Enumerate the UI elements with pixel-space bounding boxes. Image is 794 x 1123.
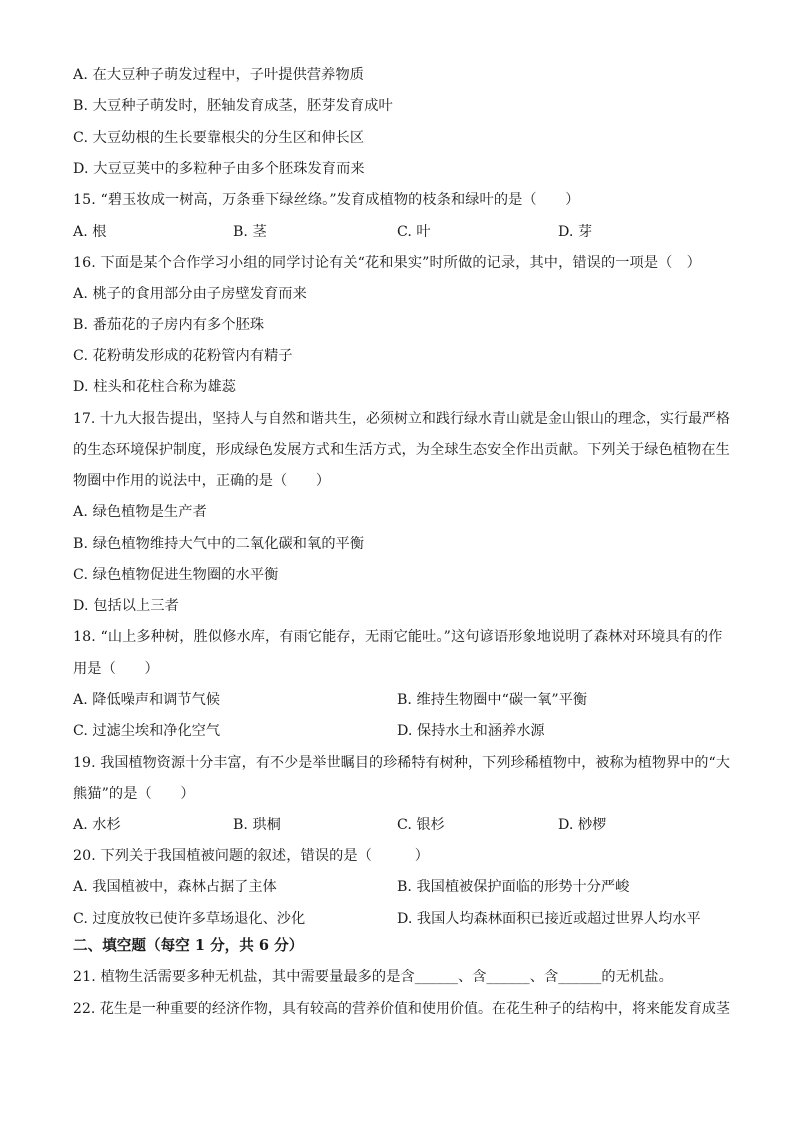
q19-option-c: C. 银杉 <box>397 817 445 833</box>
q19-option-b: B. 珙桐 <box>233 817 281 833</box>
q18-option-a: A. 降低噪声和调节气候 <box>73 692 220 708</box>
q16-stem: 16. 下面是某个合作学习小组的同学讨论有关“花和果实”时所做的记录，其中，错误的一项是（ ） <box>73 255 701 271</box>
q14-option-c: C. 大豆幼根的生长要靠根尖的分生区和伸长区 <box>73 130 365 146</box>
q20-option-b: B. 我国植被保护面临的形势十分严峻 <box>397 879 630 895</box>
q16-option-d: D. 柱头和花柱合称为雄蕊 <box>73 379 237 395</box>
section-heading-fill-in: 二、填空题（每空 1 分，共 6 分） <box>73 937 304 954</box>
q15-option-c: C. 叶 <box>397 224 431 240</box>
q16-option-c: C. 花粉萌发形成的花粉管内有精子 <box>73 348 293 364</box>
q19-option-d: D. 桫椤 <box>558 817 607 833</box>
q20-option-d: D. 我国人均森林面积已接近或超过世界人均水平 <box>397 911 701 927</box>
q20-stem: 20. 下列关于我国植被问题的叙述，错误的是（ ） <box>73 848 430 864</box>
q14-option-d: D. 大豆豆荚中的多粒种子由多个胚珠发育而来 <box>73 161 365 177</box>
q17-stem-line3: 物圈中作用的说法中，正确的是（ ） <box>73 473 331 489</box>
q17-option-b: B. 绿色植物维持大气中的二氧化碳和氧的平衡 <box>73 536 365 552</box>
q21-stem: 21. 植物生活需要多种无机盐，其中需要量最多的是含______、含______、含______的无机盐。 <box>73 969 673 985</box>
q18-stem-line2: 用是（ ） <box>73 661 159 677</box>
q15-option-b: B. 茎 <box>233 224 267 240</box>
q16-option-a: A. 桃子的食用部分由子房壁发育而来 <box>73 286 307 302</box>
q17-option-a: A. 绿色植物是生产者 <box>73 504 207 520</box>
q18-stem-line1: 18. “山上多种树，胜似修水库，有雨它能存，无雨它能吐。”这句谚语形象地说明了森林对环境具有的作 <box>73 629 723 645</box>
q17-stem-line1: 17. 十九大报告提出，坚持人与自然和谐共生，必须树立和践行绿水青山就是金山银山的理念，实行最严格 <box>73 411 731 427</box>
q18-option-b: B. 维持生物圈中“碳一氧”平衡 <box>397 692 588 708</box>
q17-option-c: C. 绿色植物促进生物圈的水平衡 <box>73 567 279 583</box>
q17-stem-line2: 的生态环境保护制度，形成绿色发展方式和生活方式，为全球生态安全作出贡献。下列关于绿色植物在生 <box>73 442 730 458</box>
q15-option-a: A. 根 <box>73 224 107 240</box>
q22-stem: 22. 花生是一种重要的经济作物，具有较高的营养价值和使用价值。在花生种子的结构中，将来能发育成茎 <box>73 1001 731 1017</box>
q20-option-a: A. 我国植被中，森林占据了主体 <box>73 879 277 895</box>
q17-option-d: D. 包括以上三者 <box>73 598 179 614</box>
q14-option-b: B. 大豆种子萌发时，胚轴发育成茎，胚芽发育成叶 <box>73 98 393 114</box>
q19-stem-line2: 熊猫”的是（ ） <box>73 786 195 802</box>
q18-option-d: D. 保持水土和涵养水源 <box>397 723 545 739</box>
q18-option-c: C. 过滤尘埃和净化空气 <box>73 723 221 739</box>
q16-option-b: B. 番茄花的子房内有多个胚珠 <box>73 317 265 333</box>
q19-option-a: A. 水杉 <box>73 817 121 833</box>
q19-stem-line1: 19. 我国植物资源十分丰富，有不少是举世瞩目的珍稀特有树种，下列珍稀植物中，被称为植物界中的“大 <box>73 755 730 771</box>
q15-option-d: D. 芽 <box>558 224 593 240</box>
q20-option-c: C. 过度放牧已使许多草场退化、沙化 <box>73 911 306 927</box>
q15-stem: 15. “碧玉妆成一树高，万条垂下绿丝绦。”发育成植物的枝条和绿叶的是（ ） <box>73 192 580 208</box>
q14-option-a: A. 在大豆种子萌发过程中，子叶提供营养物质 <box>73 67 365 83</box>
